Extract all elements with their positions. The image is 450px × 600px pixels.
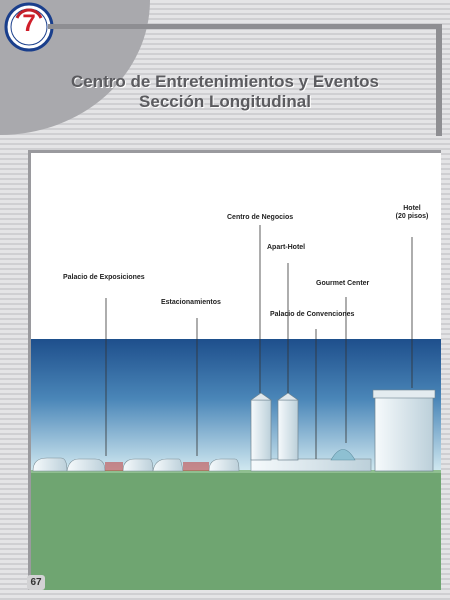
label-centro-negocios: Centro de Negocios — [227, 214, 294, 221]
ground — [31, 472, 441, 590]
label-palacio-exposiciones: Palacio de Exposiciones — [63, 274, 145, 281]
title-line-2: Sección Longitudinal — [139, 92, 311, 111]
label-palacio-convenciones: Palacio de Convenciones — [270, 311, 355, 318]
hotel-tower — [373, 390, 435, 471]
label-hotel — [387, 205, 437, 221]
title-line-1: Centro de Entretenimientos y Eventos — [71, 72, 379, 91]
frame-right-bar — [436, 24, 442, 136]
section-diagram-panel — [28, 150, 441, 590]
label-apart-hotel: Apart-Hotel — [267, 244, 306, 251]
label-hotel-line1: Hotel — [403, 205, 421, 212]
frame-top-bar — [48, 24, 442, 29]
label-hotel-line2: (20 pisos) — [395, 213, 429, 220]
page-title — [40, 72, 410, 112]
label-estacionamientos: Estacionamientos — [161, 299, 221, 306]
page-number: 67 — [27, 575, 45, 590]
label-gourmet-center: Gourmet Center — [316, 280, 370, 287]
convention-base — [251, 459, 371, 471]
chapter-number: 7 — [22, 10, 36, 37]
